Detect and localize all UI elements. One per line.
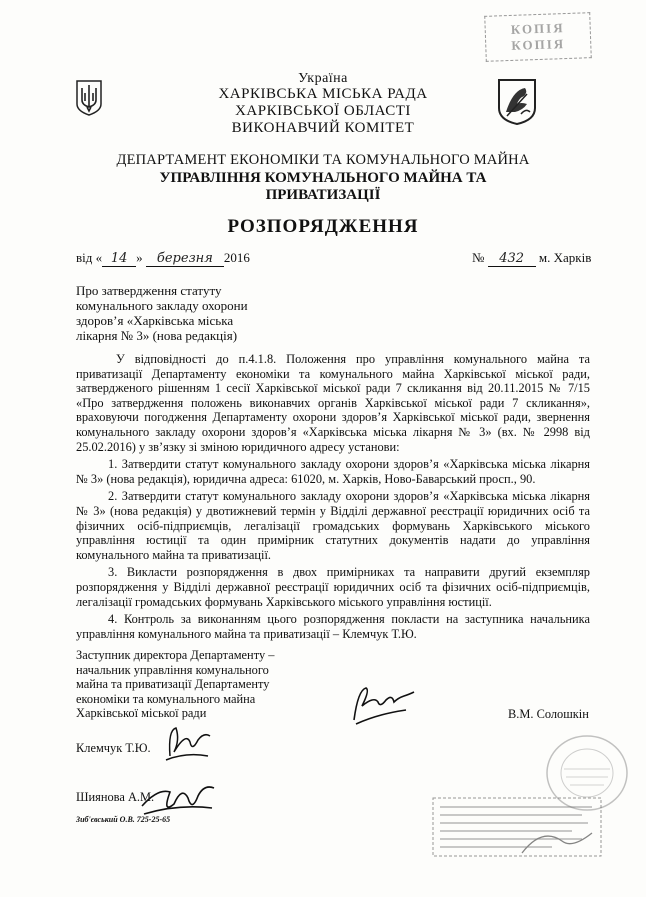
number-line	[472, 250, 591, 267]
approval-signature	[156, 722, 214, 762]
approval-name: Шиянова А.М.	[76, 790, 155, 804]
signatory-position	[76, 648, 296, 721]
executor-note: Зиб'євський О.В. 725-25-65	[76, 815, 171, 824]
order-item: 3. Викласти розпорядження в двох примірниках та направити другий екземпляр розпорядження у Відділі державної реєстрації юридичних осіб та фізичних осіб-підприємців, легалізації громадських формувань Харківського міського управління юстиції.	[76, 565, 590, 609]
subject-line: Про затвердження статуту	[76, 283, 222, 298]
copy-stamp	[484, 12, 592, 62]
order-item: 4. Контроль за виконанням цього розпорядження покласти на заступника начальника управління комунального майна та приватизації – Клемчук Т.Ю.	[76, 612, 590, 641]
order-item: 2. Затвердити статут комунального закладу охорони здоров’я «Харківська міська лікарня № 3» (нова редакція) у двотижневий термін у Відділі державної реєстрації юридичних осіб та фізичних осіб-підприємців, легалізації громадських формувань Харківського міського управління юстиції та один примірник статутних документів надати до управління комунального майна та приватизації.	[76, 489, 590, 562]
signatory-line: економіки та комунального майна	[76, 691, 256, 706]
document-number: 432	[488, 251, 536, 267]
header-council-line: ХАРКІВСЬКОЇ ОБЛАСТІ	[235, 103, 411, 119]
subject-line: лікарня № 3» (нова редакція)	[76, 328, 238, 343]
date-day: 14	[102, 251, 136, 267]
header-council-line: ХАРКІВСЬКА МІСЬКА РАДА	[218, 86, 428, 102]
header-department: ДЕПАРТАМЕНТ ЕКОНОМІКИ ТА КОМУНАЛЬНОГО МАЙНА	[116, 152, 530, 168]
date-mid: »	[136, 250, 143, 265]
header-country: Україна	[298, 71, 348, 86]
signatory-line: начальник управління комунального	[76, 662, 269, 677]
subject	[76, 283, 266, 343]
signatory-line: майна та приватизації Департаменту	[76, 677, 270, 692]
order-item: 1. Затвердити статут комунального закладу охорони здоров’я «Харківська міська лікарня № 3» (нова редакція), юридична адреса: 61020, м. Харків, Ново-Баварський просп., 90.	[76, 457, 590, 486]
header-council-line: ВИКОНАВЧИЙ КОМІТЕТ	[231, 120, 415, 136]
date-month: березня	[146, 251, 224, 267]
copy-stamp-line: КОПІЯ	[511, 36, 566, 53]
number-prefix: №	[472, 250, 485, 265]
signatory-line: Харківської міської ради	[76, 706, 207, 721]
registration-stamp	[432, 797, 602, 857]
copy-stamp-line: КОПІЯ	[510, 20, 565, 37]
header-council	[0, 86, 646, 137]
header-division-line: УПРАВЛІННЯ КОМУНАЛЬНОГО МАЙНА ТА	[159, 170, 487, 186]
date-line	[76, 250, 250, 267]
city: м. Харків	[538, 250, 592, 265]
header-division-line: ПРИВАТИЗАЦІЇ	[265, 187, 381, 203]
preamble-paragraph: У відповідності до п.4.1.8. Положення про управління комунального майна та приватизації Департаменту економіки та комунального майна Харківської міської ради, затвердженого рішенням 1 сесії Харківської міської ради 7 скликання від 20.11.2015 № 7/15 «Про затвердження положень виконавчих органів Харківської міської ради 7 скликання», враховуючи погодження Департаменту охорони здоров’я Харківської міської ради, звернення комунального закладу охорони здоров’я «Харківська міська лікарня № 3» (вх. № 2998 від 25.02.2016) у зв’язку зі зміною юридичного адресу установи:	[76, 352, 590, 454]
date-year: 2016	[223, 250, 250, 265]
header-division	[0, 170, 646, 204]
date-prefix: від «	[76, 250, 103, 265]
handwritten-signature	[348, 680, 418, 728]
document-title: РОЗПОРЯДЖЕННЯ	[227, 216, 419, 237]
signatory-name: В.М. Солошкін	[508, 707, 589, 721]
document-body	[76, 352, 590, 644]
subject-line: комунального закладу охорони	[76, 298, 248, 313]
approval-signature	[138, 778, 218, 820]
subject-line: здоров’я «Харківська міська	[76, 313, 234, 328]
signatory-line: Заступник директора Департаменту –	[76, 648, 275, 662]
approval-name: Клемчук Т.Ю.	[76, 741, 151, 755]
